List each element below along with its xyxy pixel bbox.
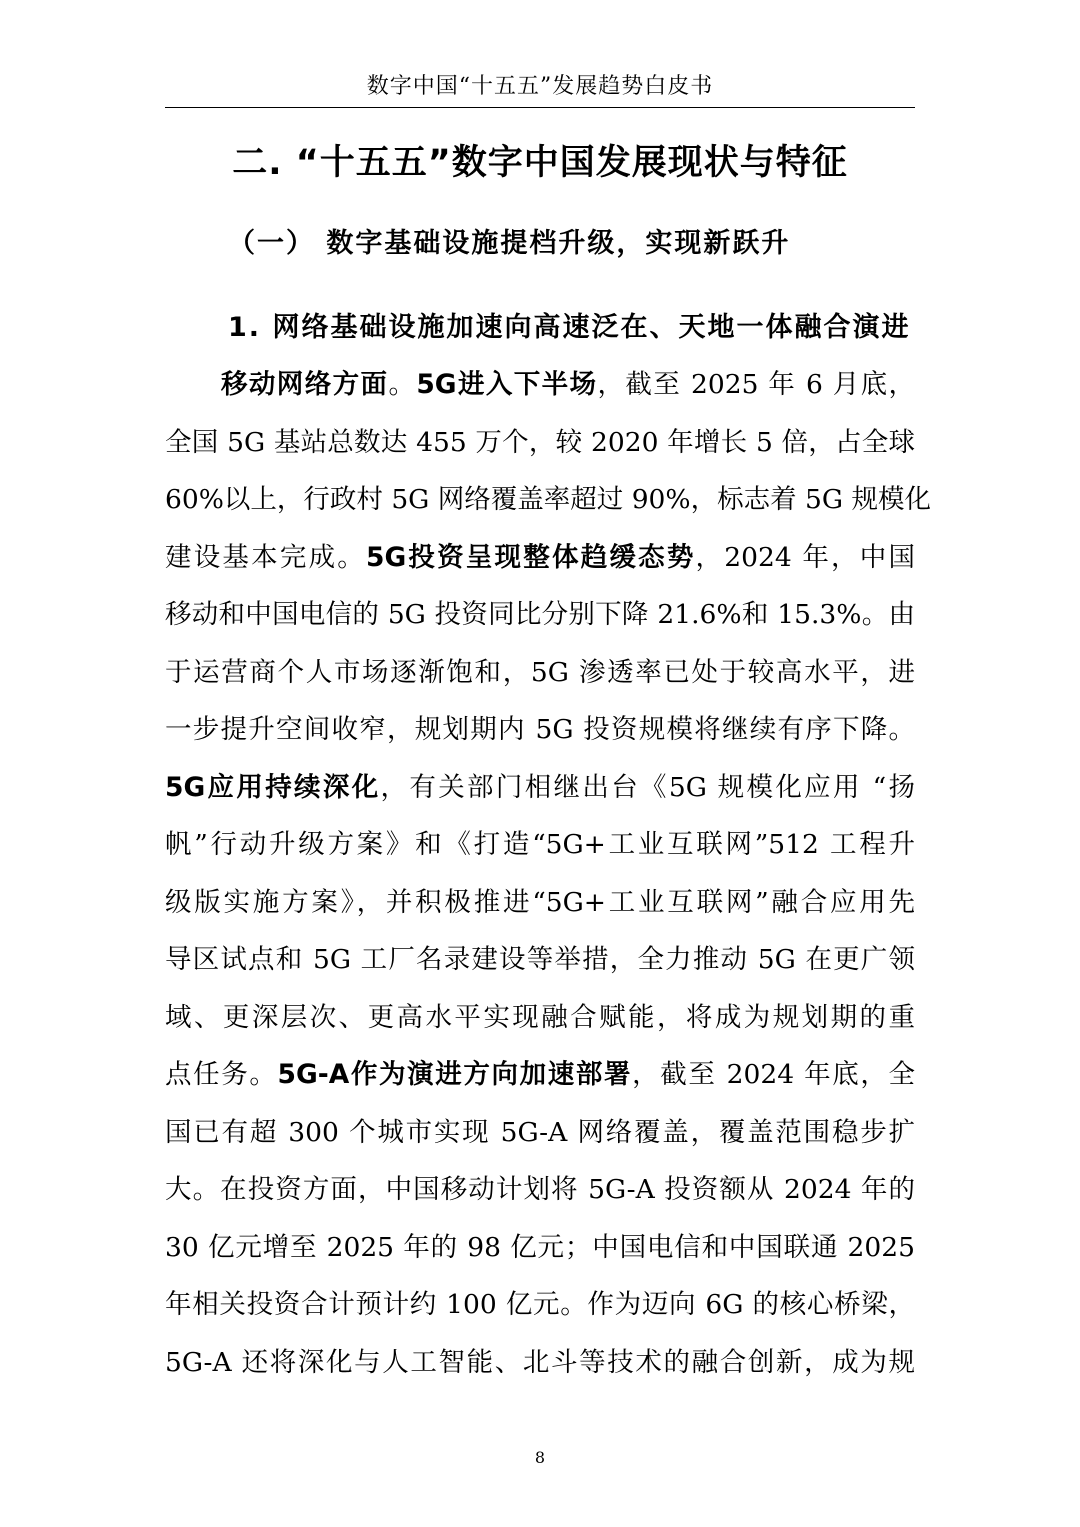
header-rule	[165, 107, 915, 108]
text-run: 建设基本完成。	[165, 541, 366, 573]
text-run: 帆”行动升级方案》和《打造“5G+工业互联网”512 工程升	[165, 829, 915, 860]
body-line	[165, 648, 915, 706]
body-line	[165, 763, 915, 821]
bold-phrase: 5G-A作为演进方向加速部署	[277, 1059, 633, 1090]
subsection-title: 1. 网络基础设施加速向高速泛在、天地一体融合演进	[228, 312, 911, 343]
text-run: 移动和中国电信的 5G 投资同比分别下降 21.6%和 15.3%。由	[165, 599, 915, 630]
body-line	[165, 820, 915, 878]
body-line	[165, 935, 915, 993]
body-line	[165, 590, 915, 648]
body-line	[165, 1223, 915, 1281]
body-paragraph	[165, 360, 931, 1395]
body-line	[165, 1050, 915, 1108]
body-line	[165, 418, 915, 476]
section-title: （一） 数字基础设施提档升级，实现新跃升	[228, 228, 791, 259]
text-run: ，有关部门相继出台《5G 规模化应用 “扬	[380, 771, 915, 803]
text-run: 60%以上，行政村 5G 网络覆盖率超过 90%，标志着 5G 规模化	[165, 484, 931, 515]
text-run: 国已有超 300 个城市实现 5G-A 网络覆盖，覆盖范围稳步扩	[165, 1116, 915, 1148]
body-line	[165, 1338, 915, 1396]
body-line	[165, 360, 915, 418]
running-header: 数字中国“十五五”发展趋势白皮书	[366, 74, 714, 99]
text-run: 一步提升空间收窄，规划期内 5G 投资规模将继续有序下降。	[165, 714, 915, 745]
page-number: 8	[534, 1448, 546, 1467]
bold-phrase: 移动网络方面	[221, 369, 389, 400]
bold-phrase: 5G进入下半场	[416, 369, 598, 400]
body-line	[165, 1280, 915, 1338]
body-line	[165, 533, 915, 591]
text-run: 5G-A 还将深化与人工智能、北斗等技术的融合创新，成为规	[165, 1346, 915, 1378]
text-run: ，2024 年，中国	[695, 541, 915, 573]
text-run: ，截至 2024 年底，全	[632, 1059, 916, 1090]
body-line	[165, 475, 931, 533]
text-run: 级版实施方案》，并积极推进“5G+工业互联网”融合应用先	[165, 886, 915, 918]
bold-phrase: 5G投资呈现整体趋缓态势	[366, 541, 696, 573]
text-run: 年相关投资合计预计约 100 亿元。作为迈向 6G 的核心桥梁，	[165, 1289, 915, 1320]
body-line	[165, 1108, 915, 1166]
body-line	[165, 878, 915, 936]
text-run: 大。在投资方面，中国移动计划将 5G-A 投资额从 2024 年的	[165, 1174, 915, 1205]
text-run: 。	[388, 369, 417, 400]
text-run: 全国 5G 基站总数达 455 万个，较 2020 年增长 5 倍，占全球	[165, 426, 915, 458]
text-run: 点任务。	[165, 1059, 278, 1090]
text-run: 导区试点和 5G 工厂名录建设等举措，全力推动 5G 在更广领	[165, 944, 915, 975]
text-run: 域、更深层次、更高水平实现融合赋能，将成为规划期的重	[165, 1001, 915, 1033]
chapter-title: 二. “十五五”数字中国发展现状与特征	[232, 143, 848, 183]
bold-phrase: 5G应用持续深化	[165, 771, 381, 803]
body-line	[165, 705, 915, 763]
text-run: 30 亿元增至 2025 年的 98 亿元；中国电信和中国联通 2025	[165, 1231, 915, 1263]
body-line	[165, 993, 915, 1051]
text-run: 于运营商个人市场逐渐饱和，5G 渗透率已处于较高水平，进	[165, 656, 915, 688]
body-line	[165, 1165, 915, 1223]
text-run: ，截至 2025 年 6 月底，	[597, 369, 916, 400]
